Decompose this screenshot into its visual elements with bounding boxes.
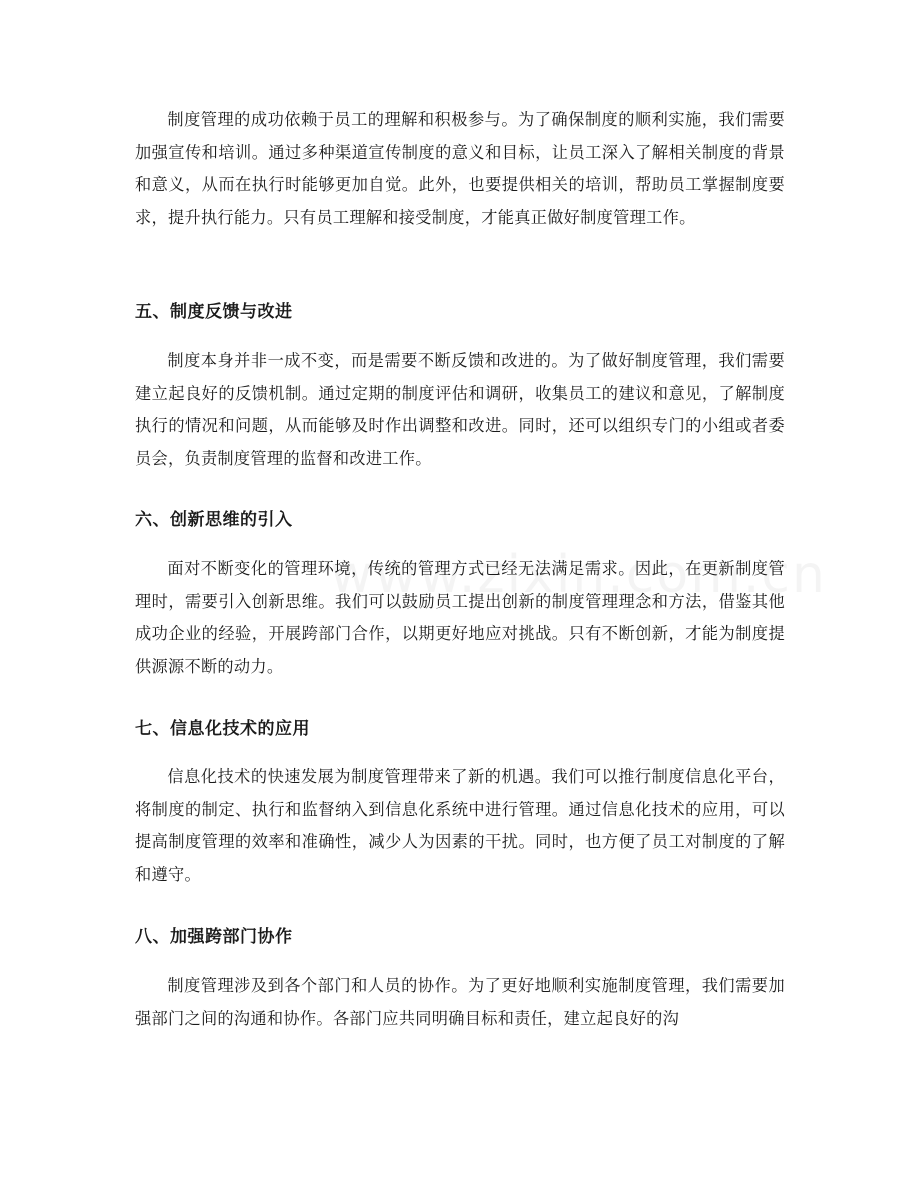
section-heading-feedback: 五、制度反馈与改进 xyxy=(135,302,293,322)
paragraph-staff-participation: 制度管理的成功依赖于员工的理解和积极参与。为了确保制度的顺利实施，我们需要加强宣传和培训。通过多种渠道宣传制度的意义和目标，让员工深入了解相关制度的背景和意义，从而在执行时能够更加自觉。此外，也要提供相关的培训，帮助员工掌握制度要求，提升执行能力。只有员工理解和接受制度，才能真正做好制度管理工作。 xyxy=(135,110,785,228)
section-heading-innovation: 六、创新思维的引入 xyxy=(135,510,293,530)
section-heading-collaboration: 八、加强跨部门协作 xyxy=(135,927,293,947)
section-heading-it-application: 七、信息化技术的应用 xyxy=(135,719,310,739)
paragraph-innovation: 面对不断变化的管理环境，传统的管理方式已经无法满足需求。因此，在更新制度管理时，需要引入创新思维。我们可以鼓励员工提出创新的制度管理理念和方法，借鉴其他成功企业的经验，开展跨部门合作，以期更好地应对挑战。只有不断创新，才能为制度提供源源不断的动力。 xyxy=(135,559,785,677)
paragraph-collaboration: 制度管理涉及到各个部门和人员的协作。为了更好地顺利实施制度管理，我们需要加强部门之间的沟通和协作。各部门应共同明确目标和责任，建立起良好的沟 xyxy=(135,976,785,1028)
paragraph-it-application: 信息化技术的快速发展为制度管理带来了新的机遇。我们可以推行制度信息化平台，将制度的制定、执行和监督纳入到信息化系统中进行管理。通过信息化技术的应用，可以提高制度管理的效率和准确性，减少人为因素的干扰。同时，也方便了员工对制度的了解和遵守。 xyxy=(135,767,785,885)
paragraph-feedback: 制度本身并非一成不变，而是需要不断反馈和改进的。为了做好制度管理，我们需要建立起良好的反馈机制。通过定期的制度评估和调研，收集员工的建议和意见，了解制度执行的情况和问题，从而能够及时作出调整和改进。同时，还可以组织专门的小组或者委员会，负责制度管理的监督和改进工作。 xyxy=(135,351,785,469)
